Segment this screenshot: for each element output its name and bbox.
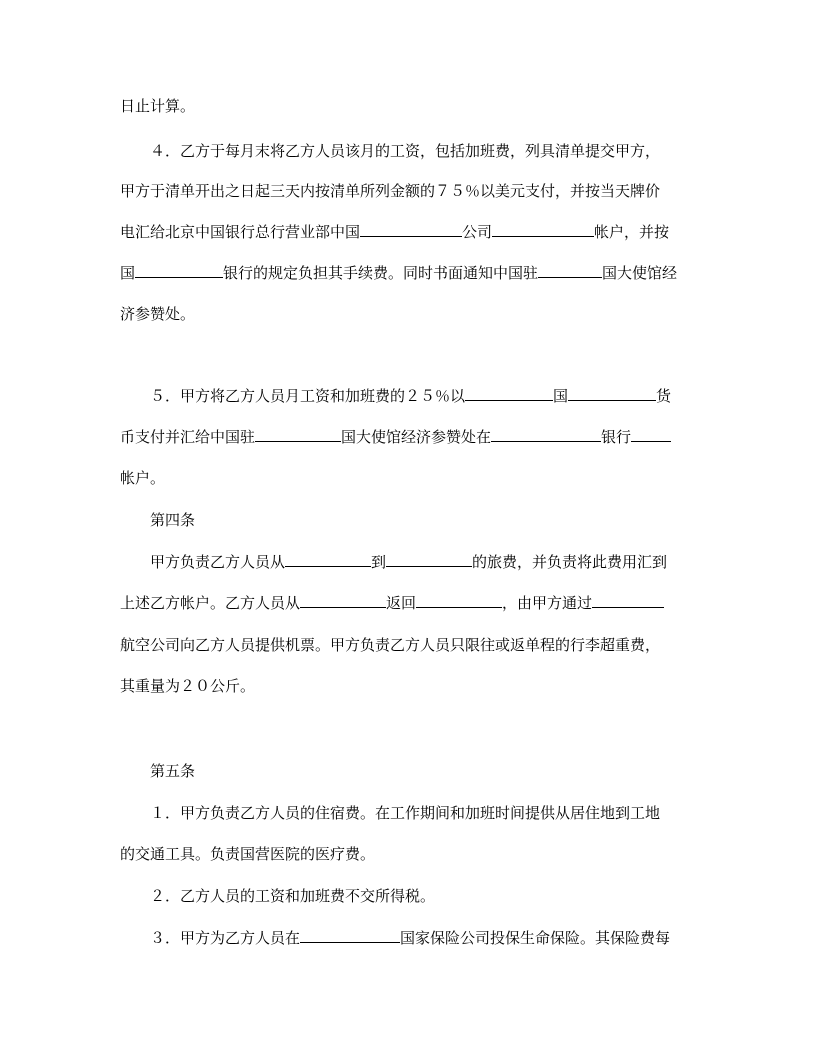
clause-5-line-2: 币支付并汇给中国驻 国大使馆经济参赞处在 银行 xyxy=(120,427,697,447)
fill-blank[interactable] xyxy=(360,222,462,237)
article-5-item-2: ２．乙方人员的工资和加班费不交所得税。 xyxy=(150,887,436,905)
text-line: 日止计算。 xyxy=(120,97,196,115)
fill-blank[interactable] xyxy=(255,427,341,442)
article-5-heading: 第五条 xyxy=(150,762,196,780)
fill-blank[interactable] xyxy=(386,552,472,567)
fill-blank[interactable] xyxy=(300,593,386,608)
fill-blank[interactable] xyxy=(491,427,601,442)
fill-blank[interactable] xyxy=(135,263,223,278)
article-4-line-4: 其重量为２０公斤。 xyxy=(120,677,256,695)
fill-blank[interactable] xyxy=(285,552,371,567)
fill-blank[interactable] xyxy=(300,928,400,943)
article-5-item-1-line-1: １．甲方负责乙方人员的住宿费。在工作期间和加班时间提供从居住地到工地 xyxy=(150,804,661,822)
fill-blank[interactable] xyxy=(538,263,602,278)
fill-blank[interactable] xyxy=(465,386,553,401)
clause-5-line-1: ５．甲方将乙方人员月工资和加班费的２５％以 国 货 xyxy=(150,387,672,405)
clause-4-line-4: 国 银行的规定负担其手续费。同时书面通知中国驻 国大使馆经 xyxy=(120,264,678,282)
fill-blank[interactable] xyxy=(592,593,664,608)
fill-blank[interactable] xyxy=(416,593,502,608)
article-5-item-3-line-1: ３．甲方为乙方人员在 国家保险公司投保生命保险。其保险费每 xyxy=(150,929,671,947)
article-5-item-1-line-2: 的交通工具。负责国营医院的医疗费。 xyxy=(120,845,376,863)
fill-blank[interactable] xyxy=(492,222,594,237)
article-4-line-2: 上述乙方帐户。乙方人员从 返回 ，由甲方通过 xyxy=(120,593,697,613)
clause-5-line-3: 帐户。 xyxy=(120,469,166,487)
fill-blank[interactable] xyxy=(631,427,671,442)
article-4-line-1: 甲方负责乙方人员从 到 的旅费，并负责将此费用汇到 xyxy=(150,553,668,571)
clause-4-line-5: 济参赞处。 xyxy=(120,305,196,323)
fill-blank[interactable] xyxy=(568,386,656,401)
article-4-line-3: 航空公司向乙方人员提供机票。甲方负责乙方人员只限往或返单程的行李超重费， xyxy=(120,636,661,654)
clause-4-line-3: 电汇给北京中国银行总行营业部中国 公司 帐户，并按 xyxy=(120,223,670,241)
clause-4-line-1: ４．乙方于每月末将乙方人员该月的工资，包括加班费，列具清单提交甲方， xyxy=(150,142,661,160)
article-4-heading: 第四条 xyxy=(150,511,196,529)
clause-4-line-2: 甲方于清单开出之日起三天内按清单所列金额的７５％以美元支付，并按当天牌价 xyxy=(120,182,661,200)
